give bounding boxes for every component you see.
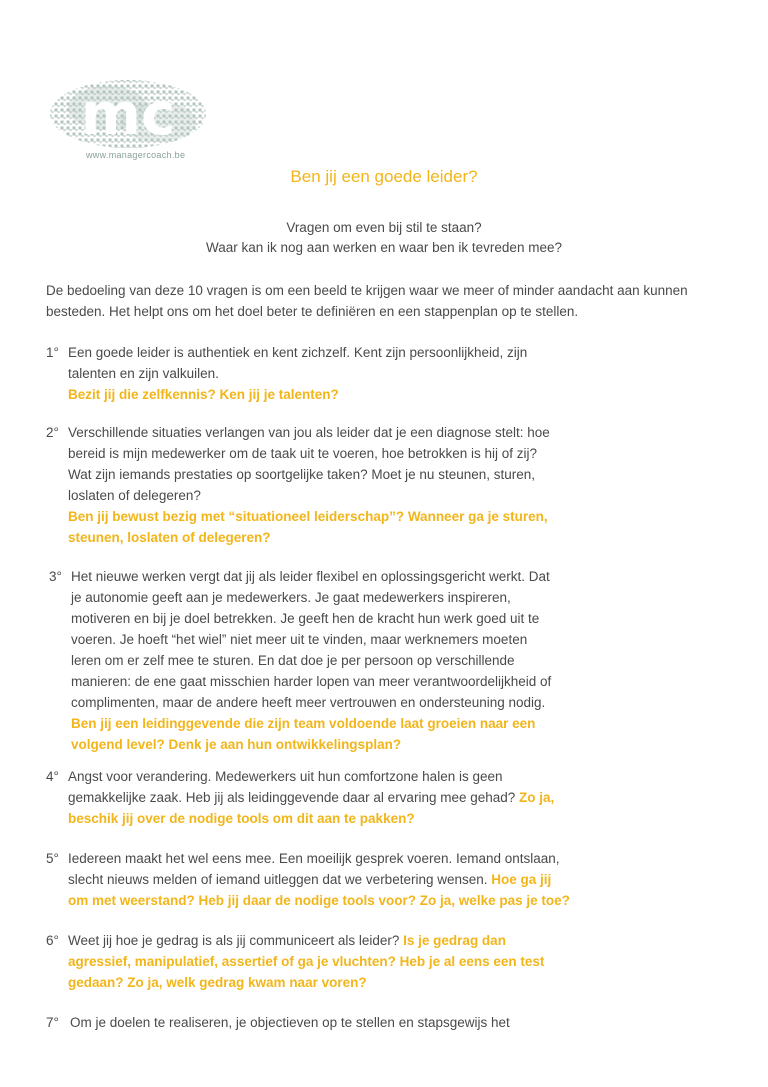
question-line: manieren: de ene gaat misschien harder lopen van meer verantwoordelijkheid of	[71, 674, 552, 689]
question-number: 6°	[46, 933, 59, 948]
question-line: talenten en zijn valkuilen.	[68, 366, 219, 381]
logo-url: www.managercoach.be	[86, 150, 186, 160]
question-highlight: Ben jij een leidinggevende die zijn team voldoende laat groeien naar een	[71, 716, 536, 731]
question-highlight: Zo ja,	[519, 790, 555, 805]
question-line	[68, 787, 606, 808]
question-line	[68, 930, 606, 951]
question-line	[68, 869, 606, 890]
question-highlight: beschik jij over de nodige tools om dit aan te pakken?	[68, 811, 415, 826]
intro-paragraph	[46, 280, 746, 322]
question-highlight: Hoe ga jij	[491, 872, 552, 887]
question-line: Het nieuwe werken vergt dat jij als leider flexibel en oplossingsgericht werkt. Dat	[71, 569, 550, 584]
question-number: 7°	[46, 1015, 59, 1030]
question-highlight: Is je gedrag dan	[403, 933, 506, 948]
question-highlight: volgend level? Denk je aan hun ontwikkelingsplan?	[71, 737, 402, 752]
question-highlight: gedaan? Zo ja, welk gedrag kwam naar voren?	[68, 975, 367, 990]
page-title: Ben jij een goede leider?	[290, 167, 478, 186]
question-line: voeren. Je hoeft “het wiel” niet meer uit te vinden, maar werknemers moeten	[71, 632, 528, 647]
intro-line-1: De bedoeling van deze 10 vragen is om een beeld te krijgen waar we meer of minder aandacht aan kunnen	[46, 283, 688, 298]
question-line: loslaten of delegeren?	[68, 488, 201, 503]
question-4	[46, 766, 606, 829]
question-line: je autonomie geeft aan je medewerkers. Je gaat medewerkers inspireren,	[71, 590, 511, 605]
question-6	[46, 930, 606, 993]
question-line: complimenten, maar de andere heeft meer vertrouwen en ondersteuning nodig.	[71, 695, 546, 710]
question-number: 2°	[46, 425, 59, 440]
question-number: 3°	[49, 569, 62, 584]
question-2	[46, 422, 606, 548]
intro-line-2: besteden. Het helpt ons om het doel beter te definiëren en een stappenplan op te stellen.	[46, 304, 579, 319]
question-5	[46, 848, 606, 911]
question-text: Weet jij hoe je gedrag is als jij communiceert als leider?	[68, 933, 404, 948]
question-highlight: agressief, manipulatief, assertief of ga je vluchten? Heb je al eens een test	[68, 954, 545, 969]
question-line: Een goede leider is authentiek en kent zichzelf. Kent zijn persoonlijkheid, zijn	[68, 345, 528, 360]
question-7	[46, 1012, 606, 1033]
question-line: bereid is mijn medewerker om de taak uit te voeren, hoe betrokken is hij of zij?	[68, 446, 537, 461]
question-line: Verschillende situaties verlangen van jou als leider dat je een diagnose stelt: hoe	[68, 425, 550, 440]
question-number: 4°	[46, 769, 59, 784]
question-number: 5°	[46, 851, 59, 866]
question-text: gemakkelijke zaak. Heb jij als leidinggevende daar al ervaring mee gehad?	[68, 790, 520, 805]
question-1	[46, 342, 586, 405]
question-line: Iedereen maakt het wel eens mee. Een moeilijk gesprek voeren. Iemand ontslaan,	[68, 851, 560, 866]
question-line: motiveren en bij je doel betrekken. Je geeft hen de kracht hun werk goed uit te	[71, 611, 540, 626]
subtitle-line-1: Vragen om even bij stil te staan?	[286, 220, 482, 235]
question-number: 1°	[46, 345, 59, 360]
question-line: Om je doelen te realiseren, je objectieven op te stellen en stapsgewijs het	[70, 1015, 510, 1030]
subtitle	[120, 218, 648, 258]
logo-text: mc	[80, 80, 176, 148]
question-line: Wat zijn iemands prestaties op soortgelijke taken? Moet je nu steunen, sturen,	[68, 467, 536, 482]
question-text: slecht nieuws melden of iemand uitleggen dat we verbetering wensen.	[68, 872, 492, 887]
question-line: leren om er zelf mee te sturen. En dat doe je per persoon op verschillende	[71, 653, 515, 668]
question-highlight: om met weerstand? Heb jij daar de nodige tools voor? Zo ja, welke pas je toe?	[68, 893, 570, 908]
subtitle-line-2: Waar kan ik nog aan werken en waar ben ik tevreden mee?	[206, 240, 562, 255]
question-highlight: Ben jij bewust bezig met “situationeel leiderschap”? Wanneer ga je sturen,	[68, 509, 548, 524]
question-3	[49, 566, 609, 755]
question-highlight: Bezit jij die zelfkennis? Ken jij je talenten?	[68, 387, 339, 402]
question-line: Angst voor verandering. Medewerkers uit hun comfortzone halen is geen	[68, 769, 503, 784]
question-highlight: steunen, loslaten of delegeren?	[68, 530, 271, 545]
